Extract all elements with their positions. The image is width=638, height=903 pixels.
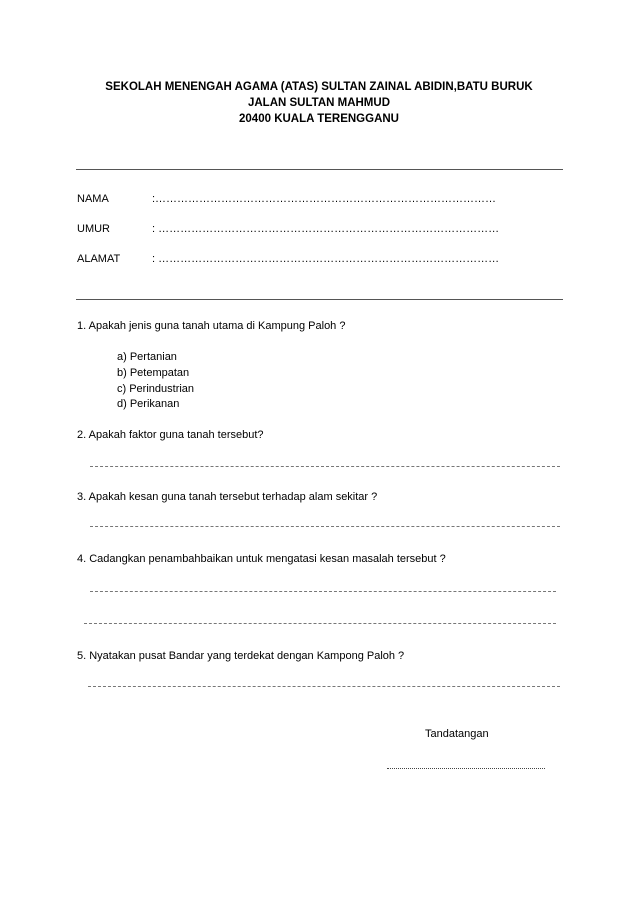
alamat-field[interactable] bbox=[77, 253, 499, 265]
school-name: SEKOLAH MENENGAH AGAMA (ATAS) SULTAN ZAINAL ABIDIN,BATU BURUK bbox=[105, 81, 533, 93]
signature-line[interactable] bbox=[387, 768, 545, 769]
q1-option-d[interactable]: d) Perikanan bbox=[117, 398, 180, 410]
umur-label: UMUR bbox=[77, 223, 110, 235]
alamat-blank[interactable]: : ………………………………………………………………………………… bbox=[152, 253, 500, 265]
q1-option-b[interactable]: b) Petempatan bbox=[117, 367, 190, 379]
nama-label: NAMA bbox=[77, 193, 109, 205]
q1-option-a[interactable]: a) Pertanian bbox=[117, 351, 177, 363]
question-1: 1. Apakah jenis guna tanah utama di Kampung Paloh ? bbox=[77, 320, 346, 332]
q2-answer-line[interactable] bbox=[90, 466, 560, 467]
signature-label: Tandatangan bbox=[425, 728, 489, 740]
alamat-label: ALAMAT bbox=[77, 253, 121, 265]
umur-field[interactable] bbox=[77, 223, 499, 235]
question-4: 4. Cadangkan penambahbaikan untuk mengatasi kesan masalah tersebut ? bbox=[77, 553, 446, 565]
q4-answer-line-1[interactable] bbox=[90, 591, 556, 592]
header-divider bbox=[76, 169, 563, 170]
question-2: 2. Apakah faktor guna tanah tersebut? bbox=[77, 429, 264, 441]
question-5: 5. Nyatakan pusat Bandar yang terdekat dengan Kampong Paloh ? bbox=[77, 650, 405, 662]
q4-answer-line-2[interactable] bbox=[84, 623, 556, 624]
question-3: 3. Apakah kesan guna tanah tersebut terhadap alam sekitar ? bbox=[77, 491, 378, 503]
school-postcode-city: 20400 KUALA TERENGGANU bbox=[239, 113, 399, 125]
school-street: JALAN SULTAN MAHMUD bbox=[247, 97, 391, 109]
school-header bbox=[60, 79, 578, 127]
q5-answer-line[interactable] bbox=[88, 686, 560, 687]
details-divider bbox=[76, 299, 563, 300]
q3-answer-line[interactable] bbox=[90, 526, 560, 527]
umur-blank[interactable]: : ………………………………………………………………………………… bbox=[152, 223, 500, 235]
nama-blank[interactable]: :………………………………………………………………………………… bbox=[152, 193, 497, 205]
q1-option-c[interactable]: c) Perindustrian bbox=[117, 383, 195, 395]
nama-field[interactable] bbox=[77, 193, 496, 205]
